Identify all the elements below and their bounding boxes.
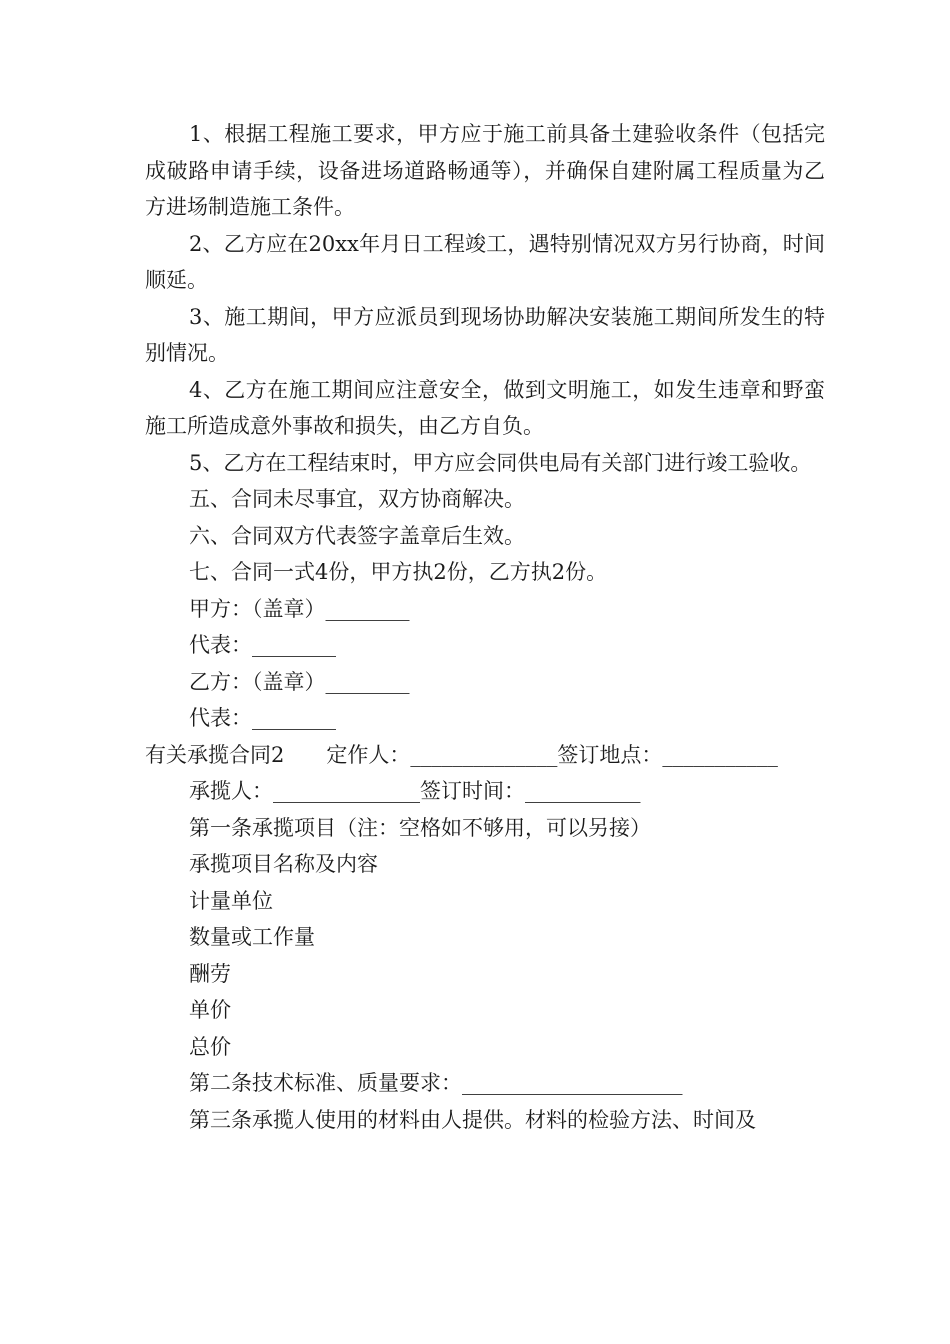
paragraph-article-7: 七、合同一式4份，甲方执2份，乙方执2份。 — [189, 560, 608, 584]
item-name-content: 承揽项目名称及内容 — [189, 852, 378, 876]
item-remuneration: 酬劳 — [189, 961, 231, 986]
paragraph-clause-4: 4、乙方在施工期间应注意安全，做到文明施工，如发生违章和野蛮施工所造成意外事故和损失，由乙方自负。 — [145, 377, 825, 438]
paragraph-clause-5: 5、乙方在工程结束时，甲方应会同供电局有关部门进行竣工验收。 — [189, 450, 812, 475]
signature-party-b: 乙方：（盖章）________ — [189, 669, 410, 694]
item-unit: 计量单位 — [189, 888, 273, 913]
paragraph-clause-1: 1、根据工程施工要求，甲方应于施工前具备土建验收条件（包括完成破路申请手续，设备进场道路畅通等），并确保自建附属工程质量为乙方进场制造施工条件。 — [145, 122, 825, 219]
contractor-line: 承揽人：______________签订时间：___________ — [189, 779, 641, 803]
signature-party-a: 甲方：（盖章）________ — [189, 596, 410, 621]
article-3-heading: 第三条承揽人使用的材料由人提供。材料的检验方法、时间及 — [189, 1107, 756, 1132]
article-1-heading: 第一条承揽项目（注：空格如不够用，可以另接） — [189, 815, 651, 840]
article-2-heading: 第二条技术标准、质量要求：_____________________ — [189, 1071, 683, 1095]
signature-representative-b: 代表：________ — [189, 706, 336, 730]
paragraph-clause-2: 2、乙方应在20xx年月日工程竣工，遇特别情况双方另行协商，时间顺延。 — [145, 231, 825, 292]
paragraph-article-5: 五、合同未尽事宜，双方协商解决。 — [189, 487, 525, 511]
contract-2-header: 有关承揽合同2 定作人：______________签订地点：___________ — [145, 742, 778, 767]
item-quantity: 数量或工作量 — [189, 925, 315, 949]
paragraph-clause-3: 3、施工期间，甲方应派员到现场协助解决安装施工期间所发生的特别情况。 — [145, 304, 825, 365]
signature-representative-a: 代表：________ — [189, 633, 336, 657]
document-body — [145, 116, 825, 1138]
item-total-price: 总价 — [189, 1034, 231, 1059]
paragraph-article-6: 六、合同双方代表签字盖章后生效。 — [189, 523, 525, 548]
item-unit-price: 单价 — [189, 998, 231, 1022]
